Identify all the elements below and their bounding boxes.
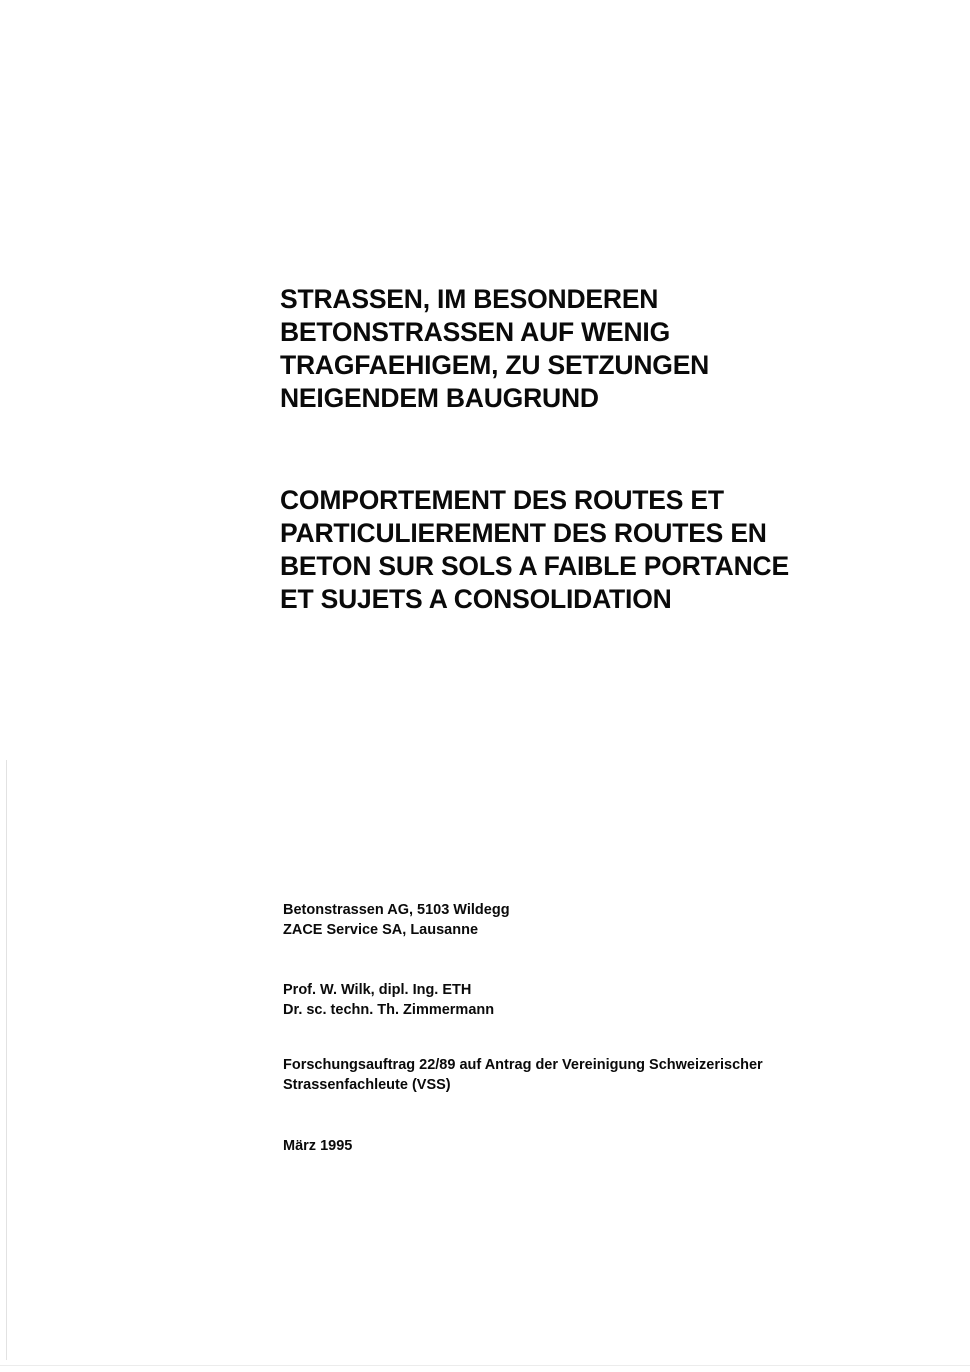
scan-edge-mark <box>6 760 7 1360</box>
author-line: Prof. W. Wilk, dipl. Ing. ETH <box>283 982 472 998</box>
author-line: Dr. sc. techn. Th. Zimmermann <box>283 1002 495 1018</box>
scan-edge-mark <box>0 1365 970 1366</box>
date-text: März 1995 <box>283 1138 353 1154</box>
title-french <box>280 484 840 616</box>
organization-line: ZACE Service SA, Lausanne <box>283 922 479 938</box>
research-mandate-block <box>283 1055 883 1095</box>
title-german-line: STRASSEN, IM BESONDEREN <box>280 284 659 314</box>
authors-block <box>283 980 883 1020</box>
mandate-line: Forschungsauftrag 22/89 auf Antrag der Vereinigung Schweizerischer <box>283 1057 763 1073</box>
title-german-line: BETONSTRASSEN AUF WENIG <box>280 317 670 347</box>
title-french-line: PARTICULIEREMENT DES ROUTES EN <box>280 518 767 548</box>
title-german-line: NEIGENDEM BAUGRUND <box>280 383 599 413</box>
title-german <box>280 283 840 415</box>
title-french-line: ET SUJETS A CONSOLIDATION <box>280 584 672 614</box>
title-french-line: COMPORTEMENT DES ROUTES ET <box>280 485 724 515</box>
title-french-line: BETON SUR SOLS A FAIBLE PORTANCE <box>280 551 789 581</box>
title-german-line: TRAGFAEHIGEM, ZU SETZUNGEN <box>280 350 710 380</box>
organization-line: Betonstrassen AG, 5103 Wildegg <box>283 902 510 918</box>
organizations-block <box>283 900 883 940</box>
publication-date <box>283 1136 883 1156</box>
mandate-line: Strassenfachleute (VSS) <box>283 1077 451 1093</box>
